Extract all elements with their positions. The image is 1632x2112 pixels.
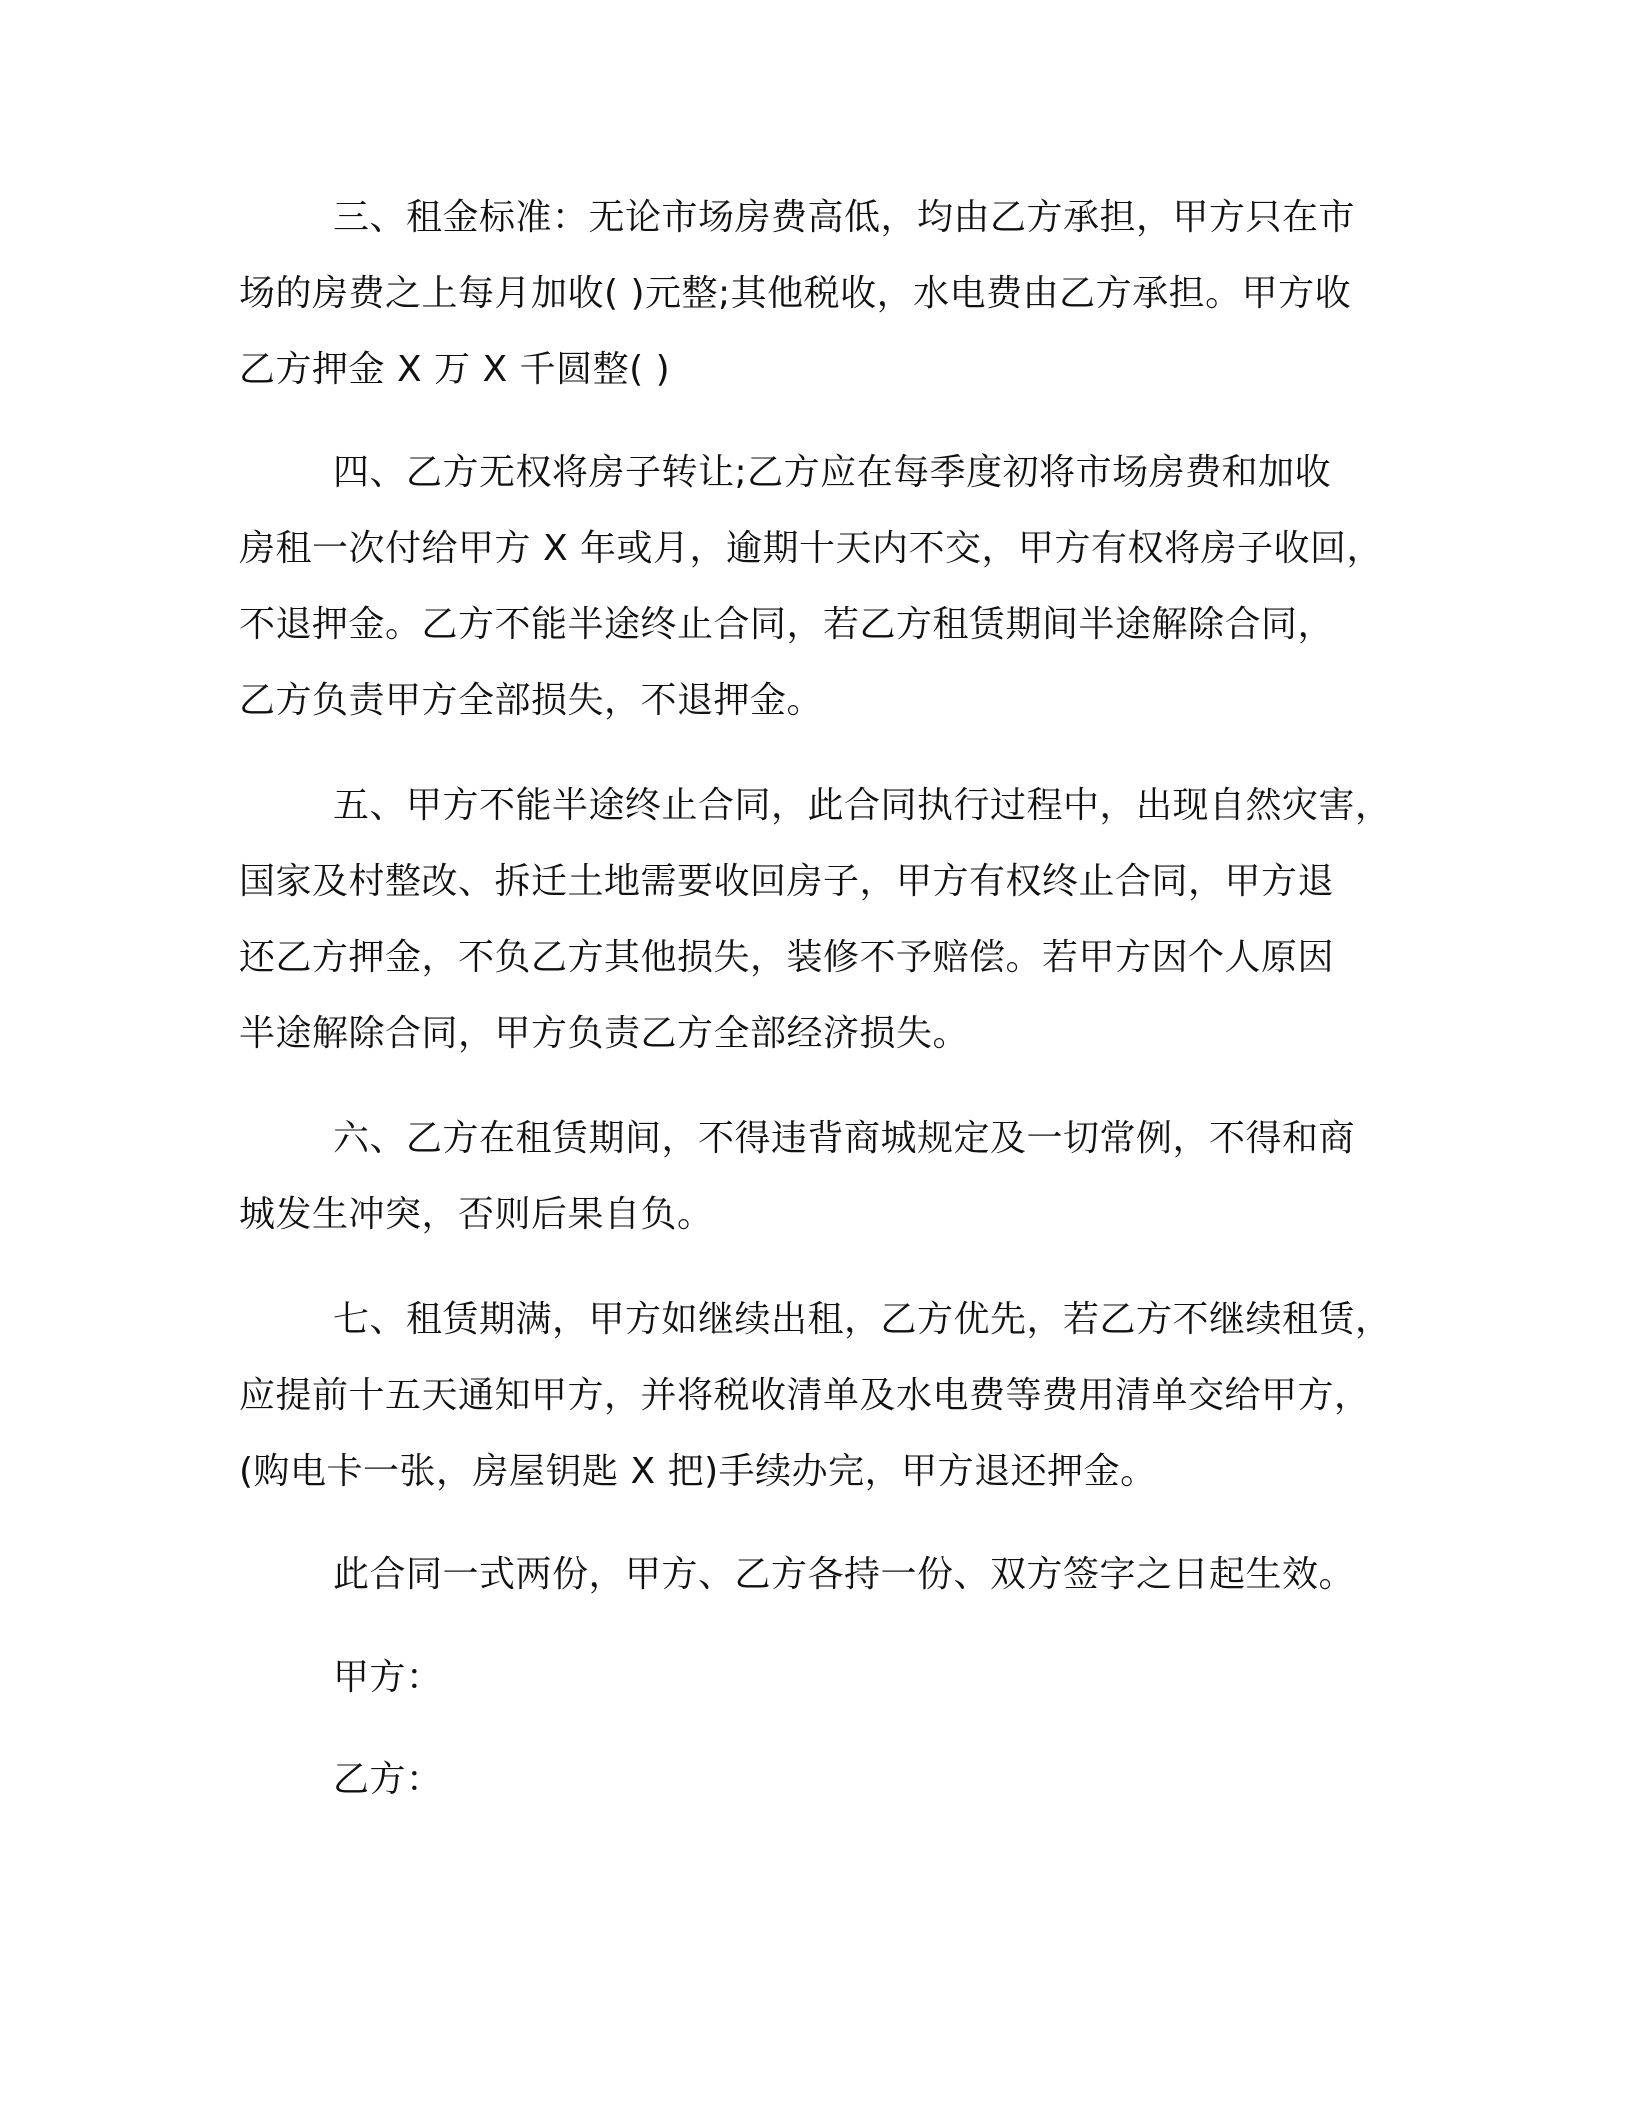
clause-4-line-2: 房租一次付给甲方 X 年或月，逾期十天内不交，甲方有权将房子收回， (239, 528, 1384, 569)
clause-4-line-4: 乙方负责甲方全部损失，不退押金。 (239, 680, 824, 721)
clause-5-line-4: 半途解除合同，甲方负责乙方全部经济损失。 (239, 1013, 970, 1054)
clause-3-line-1: 三、租金标准：无论市场房费高低，均由乙方承担，甲方只在市 (333, 197, 1356, 238)
clause-3-line-2: 场的房费之上每月加收( )元整;其他税收，水电费由乙方承担。甲方收 (239, 273, 1352, 314)
clause-4-line-1: 四、乙方无权将房子转让;乙方应在每季度初将市场房费和加收 (333, 452, 1332, 493)
clause-7-line-1: 七、租赁期满，甲方如继续出租，乙方优先，若乙方不继续租赁， (333, 1299, 1392, 1340)
closing-statement: 此合同一式两份，甲方、乙方各持一份、双方签字之日起生效。 (333, 1554, 1356, 1595)
clause-3-line-3: 乙方押金 X 万 X 千圆整( ) (239, 349, 671, 390)
clause-5-line-1: 五、甲方不能半途终止合同，此合同执行过程中，出现自然灾害， (333, 785, 1392, 826)
clause-6-line-2: 城发生冲突，否则后果自负。 (239, 1194, 714, 1235)
clause-7-line-2: 应提前十五天通知甲方，并将税收清单及水电费等费用清单交给甲方， (239, 1375, 1371, 1416)
party-b-signature-label: 乙方： (333, 1759, 443, 1800)
clause-6-line-1: 六、乙方在租赁期间，不得违背商城规定及一切常例，不得和商 (333, 1118, 1356, 1159)
clause-5-line-2: 国家及村整改、拆迁土地需要收回房子，甲方有权终止合同，甲方退 (239, 861, 1335, 902)
party-a-signature-label: 甲方： (333, 1657, 443, 1698)
clause-5-line-3: 还乙方押金，不负乙方其他损失，装修不予赔偿。若甲方因个人原因 (239, 937, 1335, 978)
clause-7-line-3: (购电卡一张，房屋钥匙 X 把)手续办完，甲方退还押金。 (239, 1451, 1157, 1492)
clause-4-line-3: 不退押金。乙方不能半途终止合同，若乙方租赁期间半途解除合同， (239, 604, 1335, 645)
